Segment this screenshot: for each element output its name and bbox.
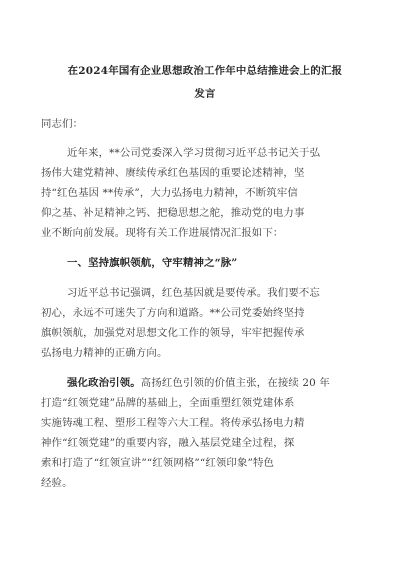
- paragraph-2-line: 习近平总书记强调，红色基因就是要传承。我们要不忘: [67, 287, 320, 299]
- paragraph-2-line: 旗帜领航，加强党对思想文化工作的领导，牢牢把握传承: [41, 327, 305, 339]
- section-1-heading: 一、坚持旗帜领航，守牢精神之“脉”: [67, 257, 238, 269]
- paragraph-3-line: 索和打造了“红领宣讲”“红领网格”“红领印象”特色: [41, 457, 275, 469]
- document-title-line-1: 在2024年国有企业思想政治工作年中总结推进会上的汇报: [67, 65, 343, 77]
- paragraph-3-lead: 强化政治引领。: [67, 377, 141, 389]
- paragraph-2-line: 初心，永远不可迷失了方向和道路。**公司党委始终坚持: [41, 307, 305, 319]
- paragraph-3-line: 打造“红领党建”品牌的基础上，全面重塑红领党建体系: [41, 397, 295, 409]
- paragraph-3-line: 实施铸魂工程、塑形工程等六大工程。将传承弘扬电力精: [41, 417, 305, 429]
- salutation: 同志们：: [41, 118, 84, 130]
- paragraph-3-line: 神作“红领党建”的重要内容，融入基层党建全过程，探: [41, 437, 295, 449]
- paragraph-1-line: 近年来，**公司党委深入学习贯彻习近平总书记关于弘: [67, 147, 321, 159]
- paragraph-1-line: 扬伟大建党精神、赓续传承红色基因的重要论述精神，坚: [41, 167, 305, 179]
- paragraph-3-first-rest: 高扬红色引领的价值主张，在接续 20 年: [140, 377, 330, 389]
- document-title-line-2: 发言: [194, 88, 216, 100]
- paragraph-1-line: 业不断向前发展。现将有关工作进展情况汇报如下：: [41, 227, 284, 239]
- paragraph-3-line: 经验。: [41, 477, 73, 489]
- paragraph-2-line: 弘扬电力精神的正确方向。: [41, 347, 168, 359]
- paragraph-3-first-line: [67, 376, 371, 390]
- paragraph-1-line: 持“红色基因 **传承”，大力弘扬电力精神，不断筑牢信: [41, 187, 298, 199]
- paragraph-1-line: 仰之基、补足精神之钙、把稳思想之舵，推动党的电力事: [41, 207, 305, 219]
